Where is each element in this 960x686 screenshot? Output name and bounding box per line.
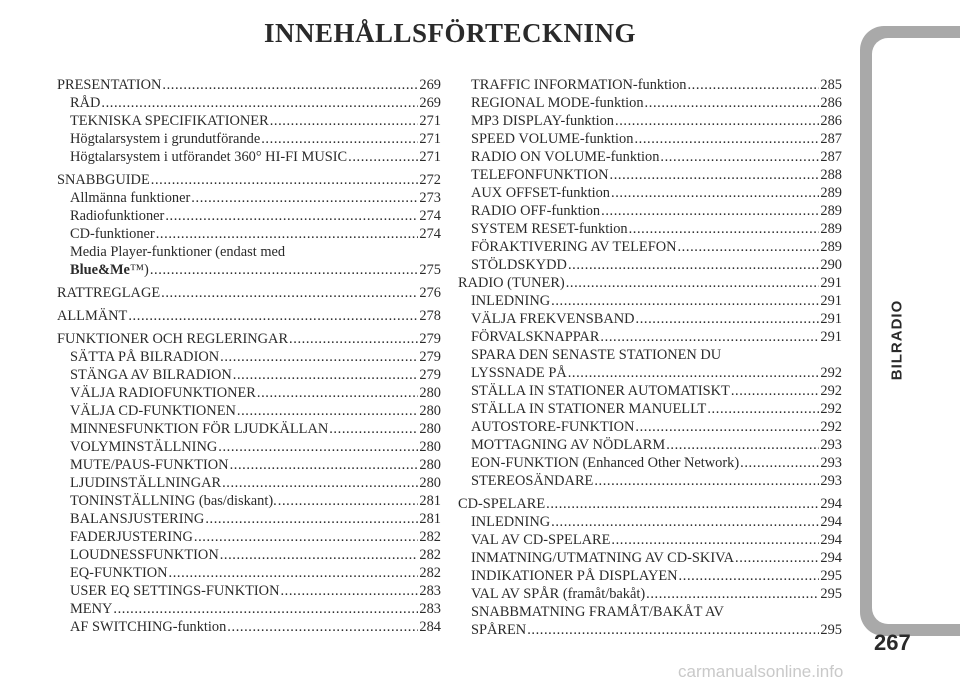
toc-entry-label: TELEFONFUNKTION: [471, 167, 609, 183]
dot-leader: [551, 292, 819, 310]
toc-page-number: 272: [419, 172, 441, 188]
toc-entry-label: LOUDNESSFUNKTION: [70, 547, 219, 563]
toc-entry[interactable]: [458, 400, 842, 418]
toc-entry[interactable]: [458, 148, 842, 166]
toc-page-number: 275: [419, 262, 441, 278]
toc-entry[interactable]: [57, 130, 441, 148]
toc-entry[interactable]: [57, 171, 441, 189]
toc-entry-label: Allmänna funktioner: [70, 190, 191, 206]
dot-leader: [165, 207, 418, 225]
toc-page-number: 271: [419, 113, 441, 129]
toc-entry[interactable]: [57, 420, 441, 438]
toc-page-number: 294: [820, 532, 842, 548]
toc-page-number: 273: [419, 190, 441, 206]
toc-entry-label: FÖRVALSKNAPPAR: [471, 329, 600, 345]
toc-entry-label: SNABBMATNING FRAMÅT/BAKÅT AV: [471, 604, 724, 620]
toc-entry-label: ALLMÄNT: [57, 308, 128, 324]
toc-entry-label: RADIO (TUNER): [458, 275, 565, 291]
toc-entry[interactable]: [458, 495, 842, 513]
toc-entry[interactable]: [458, 274, 842, 292]
dot-leader: [150, 261, 419, 279]
toc-entry-label: FÖRAKTIVERING AV TELEFON: [471, 239, 677, 255]
toc-entry[interactable]: [57, 225, 441, 243]
dot-leader: [735, 549, 819, 567]
toc-page-number: 295: [820, 568, 842, 584]
toc-page-number: 295: [820, 586, 842, 602]
toc-entry[interactable]: [458, 454, 842, 472]
toc-left-column: [57, 76, 441, 636]
toc-page-number: 271: [419, 149, 441, 165]
dot-leader: [666, 436, 819, 454]
dot-leader: [156, 225, 419, 243]
toc-entry[interactable]: [458, 130, 842, 148]
toc-page-number: 291: [820, 293, 842, 309]
toc-entry[interactable]: [458, 238, 842, 256]
dot-leader: [261, 130, 418, 148]
toc-entry-label: EON-FUNKTION (Enhanced Other Network): [471, 455, 740, 471]
toc-entry-label: SYSTEM RESET-funktion: [471, 221, 628, 237]
toc-entry-label: VÄLJA FREKVENSBAND: [471, 311, 635, 327]
toc-page-number: 286: [820, 113, 842, 129]
toc-entry-label: SÄTTA PÅ BILRADION: [70, 349, 220, 365]
toc-entry-label: Media Player-funktioner (endast med: [70, 244, 286, 260]
toc-entry-label: VAL AV CD-SPELARE: [471, 532, 611, 548]
toc-entry-label: INLEDNING: [471, 293, 551, 309]
dot-leader: [161, 284, 418, 302]
toc-entry[interactable]: [458, 549, 842, 567]
toc-entry[interactable]: [57, 76, 441, 94]
toc-page-number: 291: [820, 275, 842, 291]
toc-page-number: 292: [820, 401, 842, 417]
toc-page-number: 294: [820, 496, 842, 512]
toc-entry-label: FUNKTIONER OCH REGLERINGAR: [57, 331, 289, 347]
toc-page-number: 279: [419, 367, 441, 383]
dot-leader: [162, 76, 418, 94]
toc-page-number: 283: [419, 601, 441, 617]
toc-entry[interactable]: [458, 328, 842, 346]
dot-leader: [278, 492, 419, 510]
toc-page-number: 281: [419, 493, 441, 509]
toc-right-column: [458, 76, 842, 639]
toc-entry-label: STÄLLA IN STATIONER AUTOMATISKT: [471, 383, 730, 399]
dot-leader: [546, 495, 819, 513]
toc-entry[interactable]: [57, 189, 441, 207]
toc-entry-label-cont: SPÅREN: [471, 622, 527, 638]
dot-leader: [646, 585, 819, 603]
toc-entry-label: Högtalarsystem i grundutförande: [70, 131, 261, 147]
toc-page-number: 287: [820, 149, 842, 165]
toc-entry[interactable]: [458, 94, 842, 112]
dot-leader: [348, 148, 418, 166]
toc-page-number: 282: [419, 529, 441, 545]
toc-page-number: 289: [820, 185, 842, 201]
toc-entry[interactable]: [458, 292, 842, 310]
toc-entry[interactable]: [458, 112, 842, 130]
dot-leader: [679, 567, 820, 585]
toc-entry-label: STEREOSÄNDARE: [471, 473, 594, 489]
toc-entry[interactable]: [57, 284, 441, 302]
toc-page-number: 280: [419, 457, 441, 473]
toc-entry-label: AF SWITCHING-funktion: [70, 619, 227, 635]
dot-leader: [687, 76, 819, 94]
toc-entry-label: RADIO ON VOLUME-funktion: [471, 149, 660, 165]
toc-entry[interactable]: [57, 366, 441, 384]
toc-page-number: 278: [419, 308, 441, 324]
dot-leader: [636, 310, 820, 328]
dot-leader: [270, 112, 419, 130]
toc-entry[interactable]: [458, 418, 842, 436]
dot-leader: [629, 220, 820, 238]
toc-page-number: 279: [419, 331, 441, 347]
dot-leader: [594, 472, 819, 490]
toc-page-number: 292: [820, 365, 842, 381]
toc-page-number: 271: [419, 131, 441, 147]
toc-entry[interactable]: [458, 220, 842, 238]
toc-entry-label: RADIO OFF-funktion: [471, 203, 601, 219]
toc-entry-label: AUX OFFSET-funktion: [471, 185, 610, 201]
dot-leader: [280, 582, 418, 600]
toc-entry[interactable]: [458, 310, 842, 328]
dot-leader: [101, 94, 418, 112]
dot-leader: [731, 382, 820, 400]
toc-entry-label: STÄNGA AV BILRADION: [70, 367, 232, 383]
page-number: 267: [874, 630, 911, 655]
dot-leader: [230, 456, 419, 474]
toc-page-number: 269: [419, 95, 441, 111]
toc-entry-label: SPARA DEN SENASTE STATIONEN DU: [471, 347, 722, 363]
toc-entry[interactable]: [458, 531, 842, 549]
toc-entry-label: VAL AV SPÅR (framåt/bakåt): [471, 586, 646, 602]
toc-entry[interactable]: [458, 585, 842, 603]
dot-leader: [205, 510, 418, 528]
toc-entry[interactable]: [57, 564, 441, 582]
toc-page-number: 293: [820, 455, 842, 471]
toc-page-number: 280: [419, 385, 441, 401]
toc-page-number: 269: [419, 77, 441, 93]
toc-entry[interactable]: [458, 513, 842, 531]
toc-entry[interactable]: [57, 261, 441, 279]
toc-page-number: 274: [419, 208, 441, 224]
dot-leader: [634, 130, 819, 148]
toc-entry[interactable]: [458, 621, 842, 639]
dot-leader: [329, 420, 418, 438]
toc-entry[interactable]: [57, 402, 441, 420]
toc-entry[interactable]: [57, 438, 441, 456]
toc-page-number: 274: [419, 226, 441, 242]
toc-entry-label-cont: LYSSNADE PÅ: [471, 365, 567, 381]
toc-page-number: 295: [820, 622, 842, 638]
toc-page-number: 280: [419, 403, 441, 419]
toc-entry-label: CD-SPELARE: [458, 496, 546, 512]
toc-entry-label: VÄLJA CD-FUNKTIONEN: [70, 403, 236, 419]
toc-entry-label: TONINSTÄLLNING (bas/diskant).: [70, 493, 277, 509]
toc-entry[interactable]: [458, 382, 842, 400]
dot-leader: [635, 418, 819, 436]
dot-leader: [677, 238, 819, 256]
dot-leader: [289, 330, 418, 348]
toc-entry-label: MOTTAGNING AV NÖDLARM: [471, 437, 666, 453]
toc-page-number: 283: [419, 583, 441, 599]
toc-entry-label: Radiofunktioner: [70, 208, 165, 224]
toc-page-number: 287: [820, 131, 842, 147]
toc-page-number: 280: [419, 421, 441, 437]
toc-page-number: 291: [820, 329, 842, 345]
toc-entry-label: RATTREGLAGE: [57, 285, 161, 301]
toc-page-number: 290: [820, 257, 842, 273]
toc-entry-label: Högtalarsystem i utförandet 360° HI-FI MUSIC: [70, 149, 348, 165]
dot-leader: [615, 112, 819, 130]
toc-page-number: 280: [419, 439, 441, 455]
toc-entry[interactable]: [57, 94, 441, 112]
dot-leader: [645, 94, 820, 112]
toc-page-number: 288: [820, 167, 842, 183]
dot-leader: [218, 438, 418, 456]
dot-leader: [551, 513, 819, 531]
toc-entry[interactable]: [57, 510, 441, 528]
dot-leader: [169, 564, 419, 582]
toc-entry-label: SPEED VOLUME-funktion: [471, 131, 634, 147]
toc-entry-label: MINNESFUNKTION FÖR LJUDKÄLLAN: [70, 421, 329, 437]
toc-entry-label: AUTOSTORE-FUNKTION: [471, 419, 635, 435]
toc-entry-label: MP3 DISPLAY-funktion: [471, 113, 614, 129]
dot-leader: [128, 307, 418, 325]
toc-page-number: 293: [820, 473, 842, 489]
toc-entry-label: FADERJUSTERING: [70, 529, 193, 545]
toc-page-number: 289: [820, 203, 842, 219]
toc-page-number: 294: [820, 514, 842, 530]
dot-leader: [660, 148, 819, 166]
toc-entry[interactable]: [57, 600, 441, 618]
toc-page-number: 292: [820, 419, 842, 435]
toc-page-number: 285: [820, 77, 842, 93]
toc-entry[interactable]: [57, 546, 441, 564]
toc-entry-label: BALANSJUSTERING: [70, 511, 205, 527]
toc-page-number: 293: [820, 437, 842, 453]
toc-entry[interactable]: [458, 76, 842, 94]
toc-entry[interactable]: [57, 207, 441, 225]
dot-leader: [151, 171, 419, 189]
dot-leader: [113, 600, 418, 618]
dot-leader: [601, 202, 819, 220]
dot-leader: [194, 528, 419, 546]
dot-leader: [233, 366, 419, 384]
toc-entry[interactable]: [458, 436, 842, 454]
page-title: INNEHÅLLSFÖRTECKNING: [263, 18, 637, 48]
dot-leader: [227, 618, 418, 636]
toc-entry[interactable]: [57, 456, 441, 474]
dot-leader: [568, 364, 820, 382]
toc-entry-label: TRAFFIC INFORMATION-funktion: [471, 77, 687, 93]
toc-page-number: 289: [820, 221, 842, 237]
dot-leader: [611, 184, 819, 202]
dot-leader: [527, 621, 819, 639]
toc-entry-label: PRESENTATION: [57, 77, 162, 93]
dot-leader: [220, 348, 418, 366]
toc-page-number: 282: [419, 547, 441, 563]
toc-entry-label: VÄLJA RADIOFUNKTIONER: [70, 385, 256, 401]
dot-leader: [600, 328, 819, 346]
toc-entry-label: STÄLLA IN STATIONER MANUELLT: [471, 401, 707, 417]
dot-leader: [220, 546, 419, 564]
toc-entry-label: RÅD: [70, 95, 101, 111]
toc-entry-label-cont: Blue&Me: [70, 262, 130, 278]
toc-page-number: 281: [419, 511, 441, 527]
toc-entry-label: USER EQ SETTINGS-FUNKTION: [70, 583, 280, 599]
dot-leader: [222, 474, 418, 492]
toc-entry-label: REGIONAL MODE-funktion: [471, 95, 644, 111]
toc-entry[interactable]: [57, 582, 441, 600]
toc-entry[interactable]: [458, 256, 842, 274]
toc-entry[interactable]: [57, 307, 441, 325]
toc-page-number: 291: [820, 311, 842, 327]
toc-entry[interactable]: [57, 474, 441, 492]
toc-entry-label: CD-funktioner: [70, 226, 155, 242]
toc-page-number: 292: [820, 383, 842, 399]
dot-leader: [566, 274, 820, 292]
chapter-tab-label: BILRADIO: [888, 299, 906, 381]
dot-leader: [611, 531, 819, 549]
toc-entry[interactable]: [458, 184, 842, 202]
toc-entry-label-suffix: ™): [129, 262, 149, 278]
toc-page-number: 286: [820, 95, 842, 111]
chapter-tab-inner: [872, 38, 960, 624]
toc-entry[interactable]: [57, 348, 441, 366]
dot-leader: [237, 402, 419, 420]
toc-entry[interactable]: [458, 166, 842, 184]
toc-entry[interactable]: [458, 567, 842, 585]
toc-entry-label: VOLYMINSTÄLLNING: [70, 439, 218, 455]
toc-entry[interactable]: [458, 364, 842, 382]
toc-entry-label: LJUDINSTÄLLNINGAR: [70, 475, 222, 491]
toc-entry[interactable]: [57, 618, 441, 636]
watermark: carmanualsonline.info: [678, 662, 844, 681]
toc-entry[interactable]: [57, 528, 441, 546]
toc-entry-label: TEKNISKA SPECIFIKATIONER: [70, 113, 269, 129]
dot-leader: [707, 400, 819, 418]
toc-entry-label: INDIKATIONER PÅ DISPLAYEN: [471, 568, 678, 584]
toc-entry[interactable]: [57, 330, 441, 348]
toc-entry[interactable]: [458, 472, 842, 490]
toc-entry[interactable]: [57, 112, 441, 130]
dot-leader: [257, 384, 419, 402]
toc-entry-label: INMATNING/UTMATNING AV CD-SKIVA: [471, 550, 735, 566]
dot-leader: [610, 166, 820, 184]
dot-leader: [568, 256, 819, 274]
toc-entry[interactable]: [57, 148, 441, 166]
toc-entry-label: SNABBGUIDE: [57, 172, 150, 188]
dot-leader: [191, 189, 418, 207]
toc-page-number: 279: [419, 349, 441, 365]
toc-page-number: 282: [419, 565, 441, 581]
toc-entry-label: INLEDNING: [471, 514, 551, 530]
toc-page-number: 289: [820, 239, 842, 255]
toc-page-number: 276: [419, 285, 441, 301]
toc-entry-label: MUTE/PAUS-FUNKTION: [70, 457, 229, 473]
toc-page-number: 284: [419, 619, 441, 635]
toc-entry[interactable]: [458, 202, 842, 220]
toc-entry-label: EQ-FUNKTION: [70, 565, 168, 581]
toc-page-number: 280: [419, 475, 441, 491]
toc-page-number: 294: [820, 550, 842, 566]
dot-leader: [740, 454, 819, 472]
toc-entry-label: STÖLDSKYDD: [471, 257, 567, 273]
toc-entry[interactable]: [57, 384, 441, 402]
toc-entry-label: MENY: [70, 601, 113, 617]
toc-entry[interactable]: [57, 492, 441, 510]
